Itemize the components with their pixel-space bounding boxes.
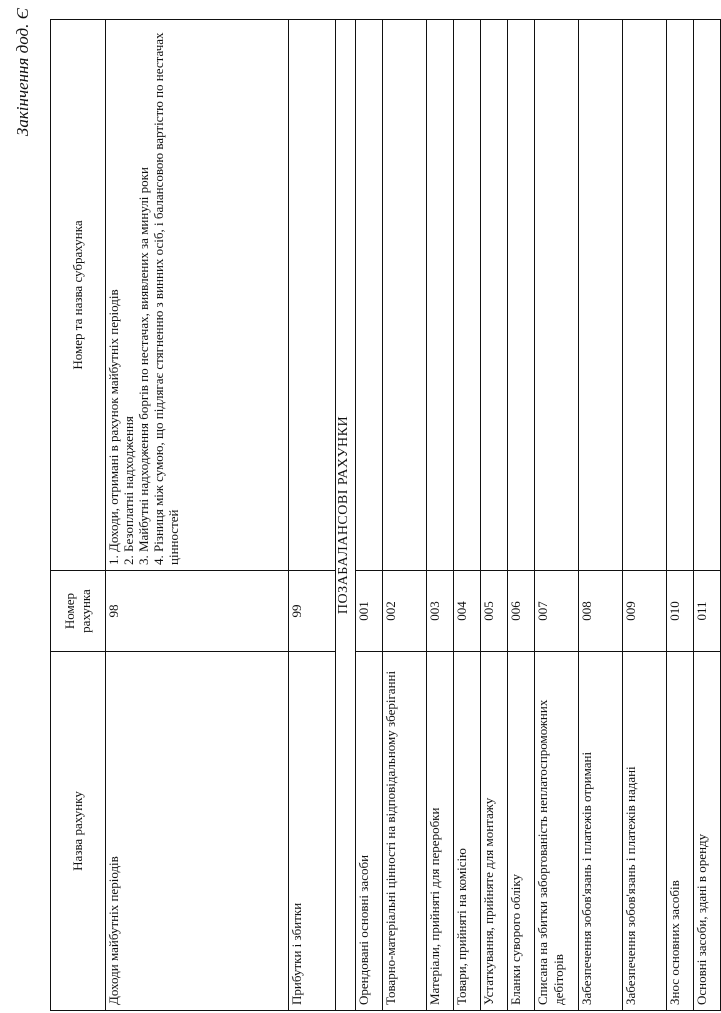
table-row [289,20,336,1011]
subaccount-empty [694,20,721,571]
subaccount-empty [427,20,454,571]
account-name [106,652,289,1011]
table-row [106,20,289,1011]
account-number: 98 [106,571,289,652]
subaccount-empty [481,20,508,571]
account-name: Прибутки і збитки [289,652,336,1011]
account-name: Орендовані основні засоби [356,652,383,1011]
section-row [336,20,356,1011]
subaccount-empty [579,20,623,571]
table-row [667,20,694,1011]
account-name: Товари, прийняті на комісію [454,652,481,1011]
account-name: Бланки суворого обліку [508,652,535,1011]
table-row [481,20,508,1011]
account-number: 008 [579,571,623,652]
subaccount-item: 4. Різниця між сумою, що підлягає стягненню з винних осіб, і балансовою вартістю по нестачах цінностей [151,32,181,565]
table-row [454,20,481,1011]
subaccount-empty [356,20,383,571]
subaccount-empty [535,20,579,571]
table-row [356,20,383,1011]
appendix-caption: Закінчення дод. Є [13,8,32,137]
account-number: 002 [383,571,427,652]
subaccount-list [106,20,289,571]
account-name: Забезпечення зобов'язань і платежів надані [623,652,667,1011]
account-number: 011 [694,571,721,652]
account-name: Списана на збитки заборгованість неплатоспроможних дебіторів [535,652,579,1011]
account-number: 010 [667,571,694,652]
table-row [694,20,721,1011]
section-title: ПОЗАБАЛАНСОВІ РАХУНКИ [336,20,356,1011]
account-name: Забезпечення зобов'язань і платежів отримані [579,652,623,1011]
account-name: Устаткування, прийняте для монтажу [481,652,508,1011]
account-name: Основні засоби, здані в оренду [694,652,721,1011]
subaccount-empty [508,20,535,571]
header-account-number: Номер рахунка [51,571,106,652]
account-number: 001 [356,571,383,652]
subaccount-empty [454,20,481,571]
table-row [579,20,623,1011]
subaccount-item: 2. Безоплатні надходження [121,416,136,565]
table-row [427,20,454,1011]
account-name-text: Доходи майбутніх періодів [106,856,121,1005]
table-header-row [51,20,106,1011]
table-row [535,20,579,1011]
table-row [508,20,535,1011]
account-number: 006 [508,571,535,652]
subaccount-item: 1. Доходи, отримані в рахунок майбутніх періодів [106,289,121,565]
subaccount-empty [289,20,336,571]
subaccount-empty [383,20,427,571]
account-name: Товарно-матеріальні цінності на відповідальному зберіганні [383,652,427,1011]
table-row [623,20,667,1011]
table-row [383,20,427,1011]
subaccount-item: 3. Майбутні надходження боргів по нестачах, виявлених за минулі роки [136,167,151,565]
account-number: 007 [535,571,579,652]
account-name: Матеріали, прийняті для переробки [427,652,454,1011]
account-name: Знос основних засобів [667,652,694,1011]
header-account-name: Назва рахунку [51,652,106,1011]
accounts-table [50,19,721,1011]
subaccount-empty [667,20,694,571]
account-number: 009 [623,571,667,652]
subaccount-empty [623,20,667,571]
account-number: 004 [454,571,481,652]
account-number: 99 [289,571,336,652]
header-subaccount: Номер та назва субрахунка [51,20,106,571]
account-number: 005 [481,571,508,652]
account-number: 003 [427,571,454,652]
